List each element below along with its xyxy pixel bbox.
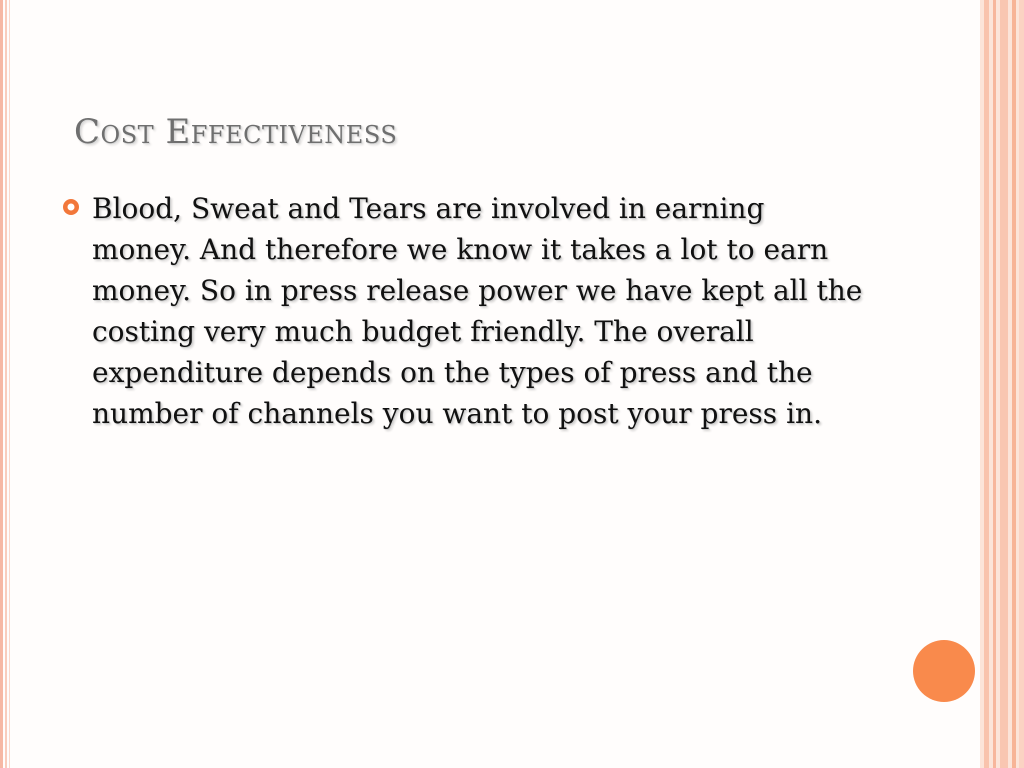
left-border-line xyxy=(0,0,3,768)
decorative-orange-circle xyxy=(913,640,975,702)
right-border-stripe xyxy=(1000,0,1008,768)
right-border-stripe xyxy=(1019,0,1024,768)
orange-ring-bullet-icon xyxy=(62,198,80,216)
right-border-stripe xyxy=(984,0,989,768)
bullet-text-period: . xyxy=(813,397,822,430)
bullet-text xyxy=(92,188,872,434)
left-border-line xyxy=(9,0,10,768)
slide-title: Cost Effectiveness xyxy=(74,112,398,152)
right-border-stripe xyxy=(1012,0,1016,768)
right-border-stripe xyxy=(993,0,996,768)
bullet-text-main: Blood, Sweat and Tears are involved in earning money. And therefore we know it takes a lot to earn money. So in press release power we have kept all the costing very much budget friendly. The overall expenditure depends on the types of press and the number of channels you want to post your press in xyxy=(92,192,863,430)
left-border-line xyxy=(5,0,7,768)
